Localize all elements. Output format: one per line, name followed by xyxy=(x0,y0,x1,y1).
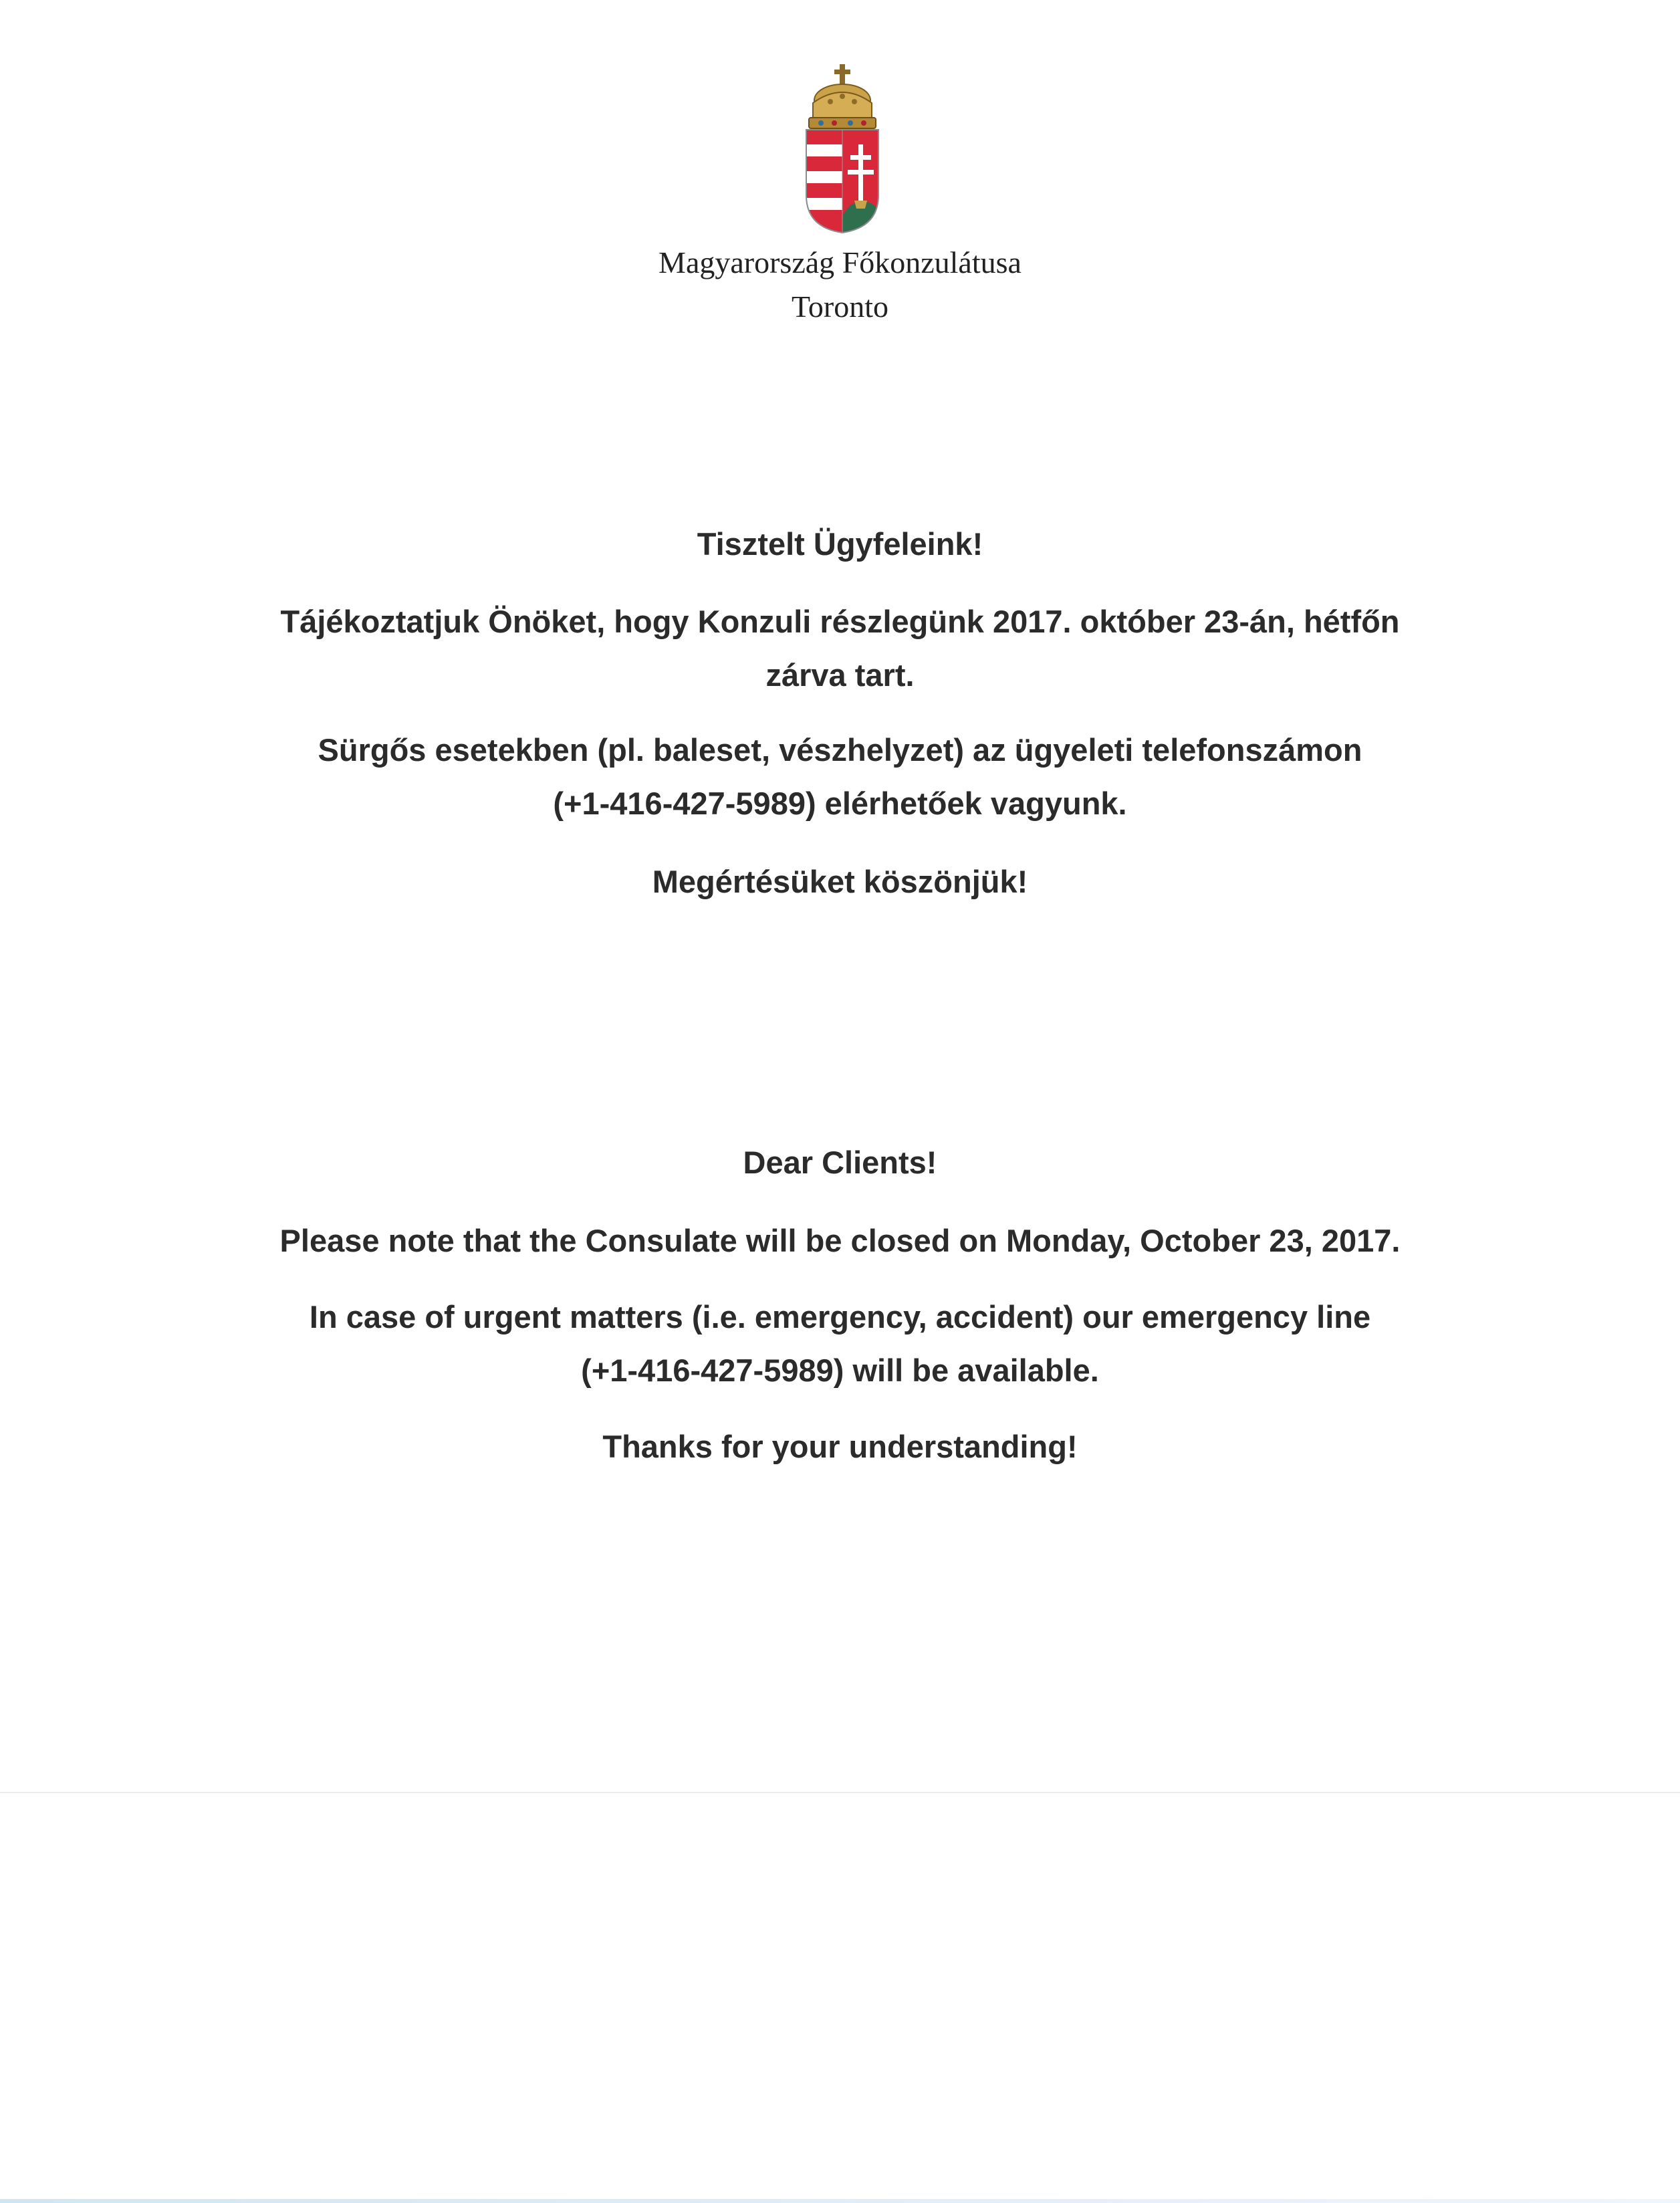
english-emergency-paragraph xyxy=(0,1290,1680,1397)
page-divider xyxy=(0,1792,1680,1793)
hungarian-thanks xyxy=(0,855,1680,909)
hungarian-thanks-text: Megértésüket köszönjük! xyxy=(652,864,1028,899)
english-greeting-text: Dear Clients! xyxy=(743,1145,937,1180)
institution-name: Magyarország Főkonzulátusa xyxy=(658,245,1022,279)
hungarian-greeting xyxy=(0,517,1680,571)
hungarian-closure-line-1: Tájékoztatjuk Önöket, hogy Konzuli részlegünk 2017. október 23-án, hétfőn xyxy=(280,604,1400,639)
hungarian-closure-paragraph xyxy=(0,595,1680,702)
hungarian-greeting-text: Tisztelt Ügyfeleink! xyxy=(697,526,983,562)
scan-edge xyxy=(0,2199,1680,2203)
institution-city: Toronto xyxy=(792,289,888,324)
english-thanks-text: Thanks for your understanding! xyxy=(602,1429,1078,1464)
english-emergency-line-2: (+1-416-427-5989) will be available. xyxy=(581,1353,1099,1388)
hungarian-coat-of-arms-icon xyxy=(797,62,888,235)
hungarian-emergency-paragraph xyxy=(0,723,1680,830)
crown-cross xyxy=(834,64,850,84)
hungarian-closure-line-2: zárva tart. xyxy=(765,657,915,693)
hungarian-emergency-line-2: (+1-416-427-5989) elérhetőek vagyunk. xyxy=(553,786,1127,821)
hungarian-emergency-line-1: Sürgős esetekben (pl. baleset, vészhelyzet) az ügyeleti telefonszámon xyxy=(318,732,1362,768)
english-emergency-line-1: In case of urgent matters (i.e. emergency, accident) our emergency line xyxy=(309,1299,1371,1335)
english-thanks xyxy=(0,1420,1680,1474)
english-closure-line-1: Please note that the Consulate will be closed on Monday, October 23, 2017. xyxy=(279,1223,1401,1258)
holy-crown xyxy=(809,84,876,128)
shield xyxy=(806,130,878,235)
english-greeting xyxy=(0,1136,1680,1189)
english-closure-paragraph xyxy=(0,1214,1680,1268)
